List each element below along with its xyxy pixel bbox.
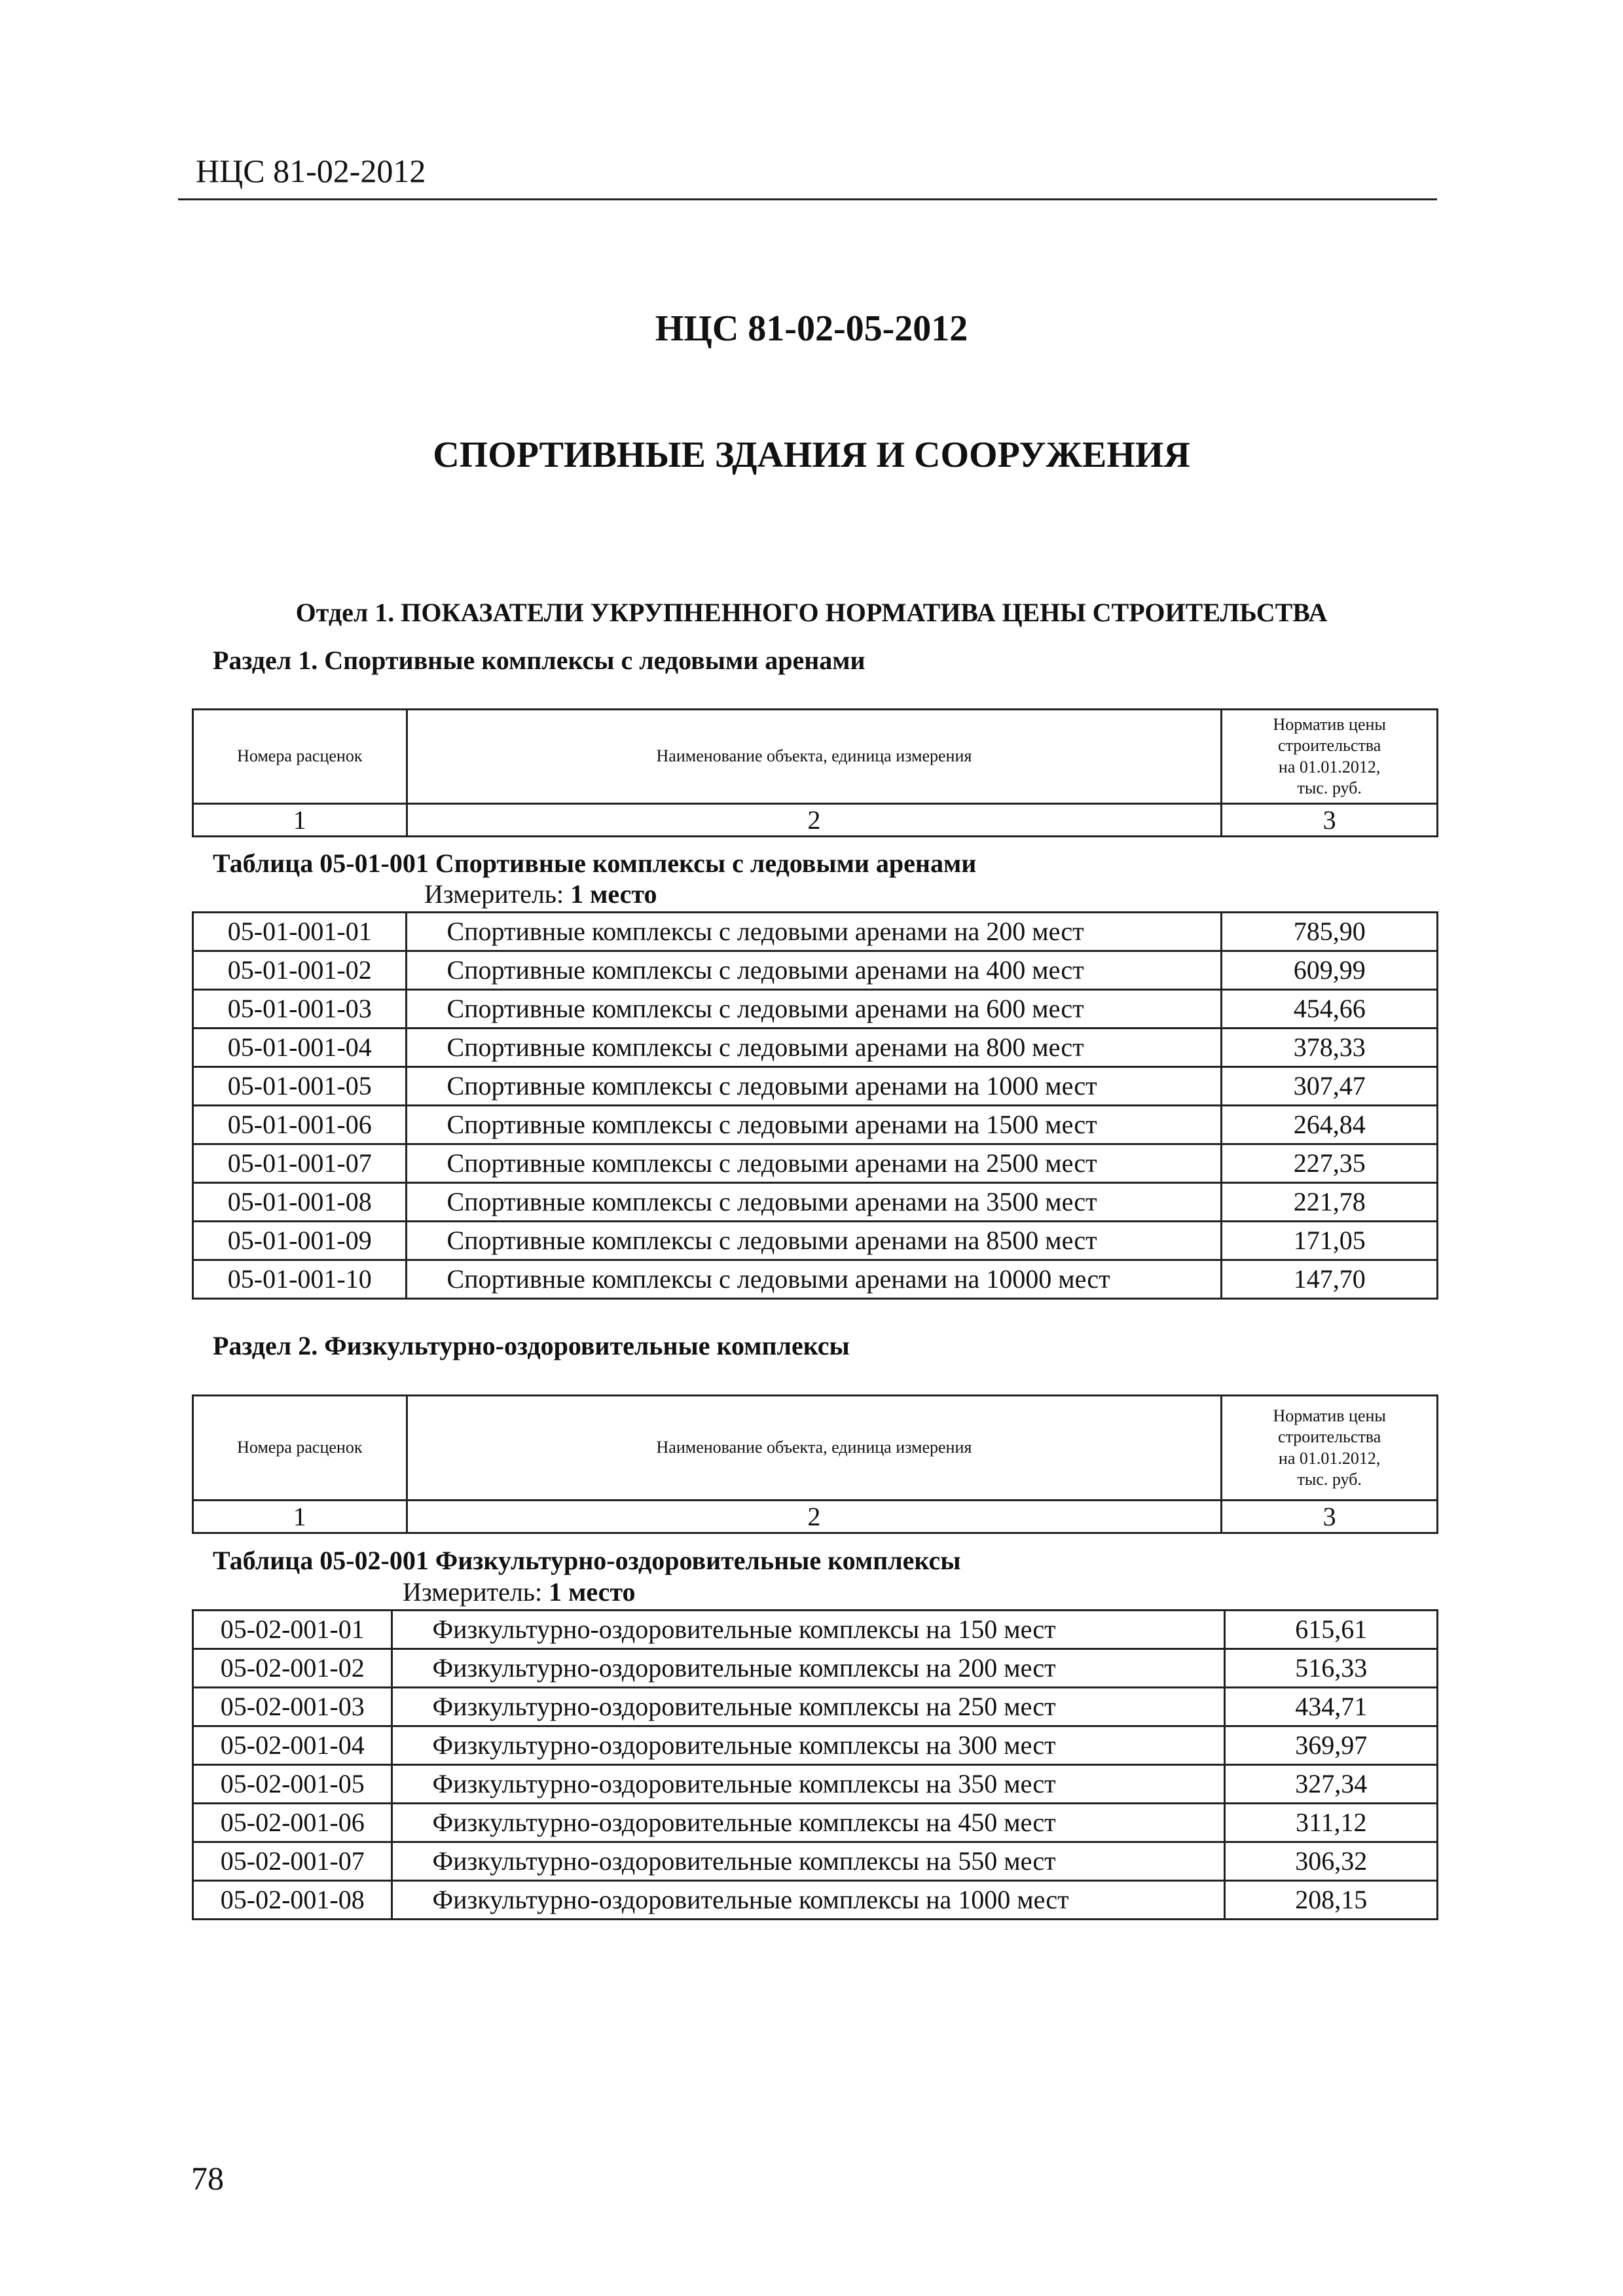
row-name: Спортивные комплексы с ледовыми аренами на 600 мест bbox=[407, 990, 1222, 1029]
row-name: Физкультурно-оздоровительные комплексы на 300 мест bbox=[392, 1726, 1225, 1765]
table-05-01-001-measure bbox=[424, 879, 657, 909]
row-value: 306,32 bbox=[1225, 1842, 1438, 1881]
row-code: 05-01-001-08 bbox=[193, 1183, 407, 1222]
row-value: 221,78 bbox=[1222, 1183, 1438, 1222]
table-row bbox=[193, 1260, 1438, 1299]
section-2-column-header-table bbox=[192, 1394, 1438, 1534]
table-row bbox=[193, 1183, 1438, 1222]
measure-label: Измеритель: bbox=[403, 1577, 543, 1607]
row-value: 307,47 bbox=[1222, 1067, 1438, 1106]
measure-value: 1 место bbox=[570, 879, 657, 909]
row-code: 05-01-001-09 bbox=[193, 1222, 407, 1260]
row-name: Спортивные комплексы с ледовыми аренами на 8500 мест bbox=[407, 1222, 1222, 1260]
section-2-heading: Раздел 2. Физкультурно-оздоровительные комплексы bbox=[213, 1331, 850, 1360]
table-row bbox=[193, 1106, 1438, 1144]
table-row bbox=[193, 990, 1438, 1029]
column-header-code: Номера расценок bbox=[193, 710, 407, 804]
row-code: 05-02-001-06 bbox=[193, 1804, 392, 1842]
row-value: 227,35 bbox=[1222, 1144, 1438, 1183]
column-number-3: 3 bbox=[1222, 1501, 1438, 1533]
row-code: 05-02-001-07 bbox=[193, 1842, 392, 1881]
price-header-line: строительства bbox=[1278, 736, 1381, 755]
row-value: 369,97 bbox=[1225, 1726, 1438, 1765]
column-number-3: 3 bbox=[1222, 804, 1438, 837]
row-name: Спортивные комплексы с ледовыми аренами на 2500 мест bbox=[407, 1144, 1222, 1183]
section-1-column-header-table bbox=[192, 708, 1438, 837]
row-value: 434,71 bbox=[1225, 1688, 1438, 1726]
price-header-line: строительства bbox=[1278, 1427, 1381, 1446]
row-code: 05-01-001-02 bbox=[193, 951, 407, 990]
row-value: 516,33 bbox=[1225, 1649, 1438, 1688]
row-name: Физкультурно-оздоровительные комплексы на 450 мест bbox=[392, 1804, 1225, 1842]
row-value: 609,99 bbox=[1222, 951, 1438, 990]
row-code: 05-01-001-01 bbox=[193, 913, 407, 951]
row-name: Спортивные комплексы с ледовыми аренами на 200 мест bbox=[407, 913, 1222, 951]
row-name: Физкультурно-оздоровительные комплексы на 200 мест bbox=[392, 1649, 1225, 1688]
column-number-1: 1 bbox=[193, 1501, 407, 1533]
row-name: Физкультурно-оздоровительные комплексы на 350 мест bbox=[392, 1765, 1225, 1804]
row-value: 171,05 bbox=[1222, 1222, 1438, 1260]
table-row bbox=[193, 1842, 1438, 1881]
table-row bbox=[193, 1804, 1438, 1842]
table-05-02-001-caption: Таблица 05-02-001 Физкультурно-оздоровительные комплексы bbox=[213, 1546, 961, 1575]
row-code: 05-01-001-06 bbox=[193, 1106, 407, 1144]
column-number-2: 2 bbox=[407, 1501, 1222, 1533]
table-row bbox=[193, 1067, 1438, 1106]
document-name-title: СПОРТИВНЫЕ ЗДАНИЯ И СООРУЖЕНИЯ bbox=[433, 435, 1190, 475]
department-heading: Отдел 1. ПОКАЗАТЕЛИ УКРУПНЕННОГО НОРМАТИВА ЦЕНЫ СТРОИТЕЛЬСТВА bbox=[295, 598, 1328, 627]
row-name: Спортивные комплексы с ледовыми аренами на 3500 мест bbox=[407, 1183, 1222, 1222]
document-code-title: НЦС 81-02-05-2012 bbox=[655, 308, 968, 349]
row-value: 327,34 bbox=[1225, 1765, 1438, 1804]
table-row bbox=[193, 1765, 1438, 1804]
table-row bbox=[193, 1611, 1438, 1649]
table-05-02-001 bbox=[192, 1609, 1438, 1920]
table-05-02-001-measure bbox=[403, 1576, 636, 1607]
row-value: 264,84 bbox=[1222, 1106, 1438, 1144]
running-header: НЦС 81-02-2012 bbox=[196, 153, 426, 189]
price-header-line: тыс. руб. bbox=[1297, 1470, 1362, 1489]
column-number-2: 2 bbox=[407, 804, 1222, 837]
header-divider bbox=[178, 198, 1437, 200]
table-05-01-001 bbox=[192, 911, 1438, 1300]
table-row bbox=[193, 1649, 1438, 1688]
table-row bbox=[193, 913, 1438, 951]
row-code: 05-01-001-05 bbox=[193, 1067, 407, 1106]
column-header-name: Наименование объекта, единица измерения bbox=[407, 710, 1222, 804]
row-value: 785,90 bbox=[1222, 913, 1438, 951]
column-header-price bbox=[1222, 710, 1438, 804]
row-code: 05-02-001-04 bbox=[193, 1726, 392, 1765]
column-header-code: Номера расценок bbox=[193, 1396, 407, 1501]
row-value: 378,33 bbox=[1222, 1029, 1438, 1067]
measure-value: 1 место bbox=[549, 1577, 636, 1607]
table-row bbox=[193, 1144, 1438, 1183]
table-row bbox=[193, 1688, 1438, 1726]
page-number: 78 bbox=[191, 2160, 224, 2196]
row-name: Физкультурно-оздоровительные комплексы на 550 мест bbox=[392, 1842, 1225, 1881]
row-value: 147,70 bbox=[1222, 1260, 1438, 1299]
column-header-name: Наименование объекта, единица измерения bbox=[407, 1396, 1222, 1501]
table-row bbox=[193, 1222, 1438, 1260]
row-code: 05-01-001-04 bbox=[193, 1029, 407, 1067]
row-code: 05-02-001-02 bbox=[193, 1649, 392, 1688]
row-name: Спортивные комплексы с ледовыми аренами на 800 мест bbox=[407, 1029, 1222, 1067]
column-header-price bbox=[1222, 1396, 1438, 1501]
price-header-line: тыс. руб. bbox=[1297, 778, 1362, 797]
row-code: 05-01-001-03 bbox=[193, 990, 407, 1029]
row-value: 311,12 bbox=[1225, 1804, 1438, 1842]
row-name: Спортивные комплексы с ледовыми аренами на 1500 мест bbox=[407, 1106, 1222, 1144]
row-code: 05-02-001-03 bbox=[193, 1688, 392, 1726]
row-code: 05-01-001-07 bbox=[193, 1144, 407, 1183]
table-row bbox=[193, 951, 1438, 990]
section-1-heading: Раздел 1. Спортивные комплексы с ледовыми аренами bbox=[213, 646, 866, 675]
measure-label: Измеритель: bbox=[424, 879, 564, 909]
table-row bbox=[193, 1726, 1438, 1765]
row-value: 615,61 bbox=[1225, 1611, 1438, 1649]
row-name: Спортивные комплексы с ледовыми аренами на 10000 мест bbox=[407, 1260, 1222, 1299]
price-header-line: Норматив цены bbox=[1273, 714, 1386, 734]
row-name: Физкультурно-оздоровительные комплексы на 1000 мест bbox=[392, 1881, 1225, 1920]
row-value: 208,15 bbox=[1225, 1881, 1438, 1920]
price-header-line: на 01.01.2012, bbox=[1278, 757, 1381, 776]
row-value: 454,66 bbox=[1222, 990, 1438, 1029]
row-name: Физкультурно-оздоровительные комплексы на 150 мест bbox=[392, 1611, 1225, 1649]
price-header-line: Норматив цены bbox=[1273, 1406, 1386, 1425]
row-name: Физкультурно-оздоровительные комплексы на 250 мест bbox=[392, 1688, 1225, 1726]
price-header-line: на 01.01.2012, bbox=[1278, 1448, 1381, 1468]
row-name: Спортивные комплексы с ледовыми аренами на 1000 мест bbox=[407, 1067, 1222, 1106]
row-code: 05-01-001-10 bbox=[193, 1260, 407, 1299]
table-05-01-001-caption: Таблица 05-01-001 Спортивные комплексы с ледовыми аренами bbox=[213, 848, 977, 878]
row-code: 05-02-001-08 bbox=[193, 1881, 392, 1920]
row-name: Спортивные комплексы с ледовыми аренами на 400 мест bbox=[407, 951, 1222, 990]
row-code: 05-02-001-05 bbox=[193, 1765, 392, 1804]
column-number-1: 1 bbox=[193, 804, 407, 837]
table-row bbox=[193, 1029, 1438, 1067]
table-row bbox=[193, 1881, 1438, 1920]
row-code: 05-02-001-01 bbox=[193, 1611, 392, 1649]
